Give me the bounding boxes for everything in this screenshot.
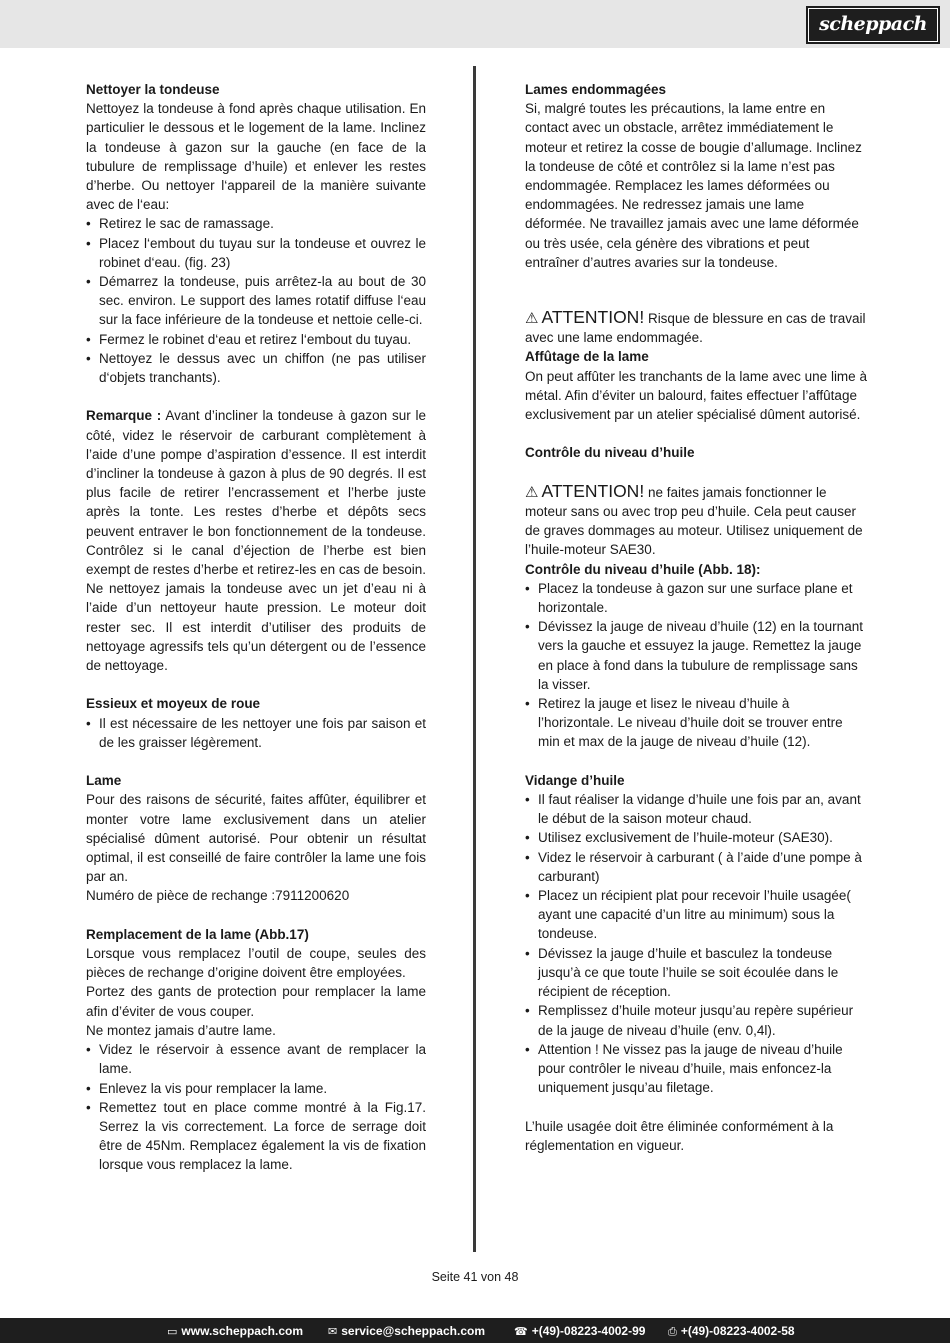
list-item: • Placez la tondeuse à gazon sur une surface plane et horizontale. bbox=[525, 579, 867, 617]
warning-icon: ⚠ bbox=[525, 483, 539, 501]
paragraph: Nettoyez la tondeuse à fond après chaque utilisation. En particulier le dessous et le logement de la lame. Inclinez la tondeuse à gazon sur la gauche (en face de la tubulure de remplissage d’huile) et enlever les restes d’herbe. Ou nettoyer l‘appareil de la manière suivante avec de l‘eau: bbox=[86, 101, 426, 213]
list-item: • Il est nécessaire de les nettoyer une fois par saison et de les graisser légèrement. bbox=[86, 714, 426, 752]
footer-website[interactable] bbox=[167, 1324, 303, 1338]
list-item: • Utilisez exclusivement de l’huile-moteur (SAE30). bbox=[525, 828, 867, 847]
phone-number: +(49)-08223-4002-99 bbox=[531, 1324, 646, 1338]
remark-text: Avant d’incliner la tondeuse à gazon sur le côté, videz le réservoir de carburant complètement à l’aide d’une pompe d’aspiration d’essence. Il est interdit d’incliner la tondeuse à gazon à plus de 90 degrés. Il est plus facile de retirer l’encrassement et l’herbe juste après la tonte. Les restes d’herbe et dépôts secs peuvent entraver le bon fonctionnement de la tondeuse. Contrôlez si le canal d’éjection de l’herbe est bien exempt de restes d’herbe et retirez-les en cas de besoin. Ne nettoyez jamais la tondeuse avec un jet d’eau ni à l’aide d’un nettoyeur haute pression. Le moteur doit rester sec. Il est interdit d’utiliser des produits de nettoyage agressifs tels qu’un détergent ou de l’essence de nettoyage. bbox=[86, 408, 426, 674]
warning-icon: ⚠ bbox=[525, 310, 539, 328]
footer-fax bbox=[668, 1324, 795, 1339]
paragraph: Pour des raisons de sécurité, faites affûter, équilibrer et monter votre lame exclusivement dans un atelier spécialisé dûment autorisé. Pour obtenir un résultat optimal, il est conseillé de faire contrôler la lame une fois par an. bbox=[86, 792, 426, 885]
bullet-list bbox=[86, 214, 426, 387]
section-cleaning bbox=[86, 80, 426, 387]
section-title: Nettoyer la tondeuse bbox=[86, 82, 220, 97]
bullet-list bbox=[525, 790, 867, 1097]
paragraph: Si, malgré toutes les précautions, la lame entre en contact avec un obstacle, arrêtez immédiatement le moteur et retirez la cosse de bougie d’allumage. Inclinez la tondeuse de côté et contrôlez si la lame n’est pas endommagée. Remplacez les lames déformées ou endommagées. Ne redressez jamais une lame déformée. Ne travaillez jamais avec une lame déformée ou très usée, cela génère des vibrations et peut entraîner d’autres avaries sur la tondeuse. bbox=[525, 101, 862, 270]
attention-text: ne faites jamais fonctionner le moteur sans ou avec trop peu d’huile. Cela peut causer de graves dommages au moteur. Utilisez uniquement de l’huile-moteur SAE30. bbox=[525, 484, 863, 558]
section-oil-check bbox=[525, 560, 867, 752]
bullet-list bbox=[86, 1040, 426, 1174]
fax-icon: ⎙ bbox=[668, 1326, 677, 1338]
section-title: Remplacement de la lame (Abb.17) bbox=[86, 926, 309, 942]
list-item: • Placez un récipient plat pour recevoir l’huile usagée( ayant une capacité d’un litre au minimum) sous la tondeuse. bbox=[525, 886, 867, 944]
list-item: • Nettoyez le dessus avec un chiffon (ne pas utiliser d‘objets tranchants). bbox=[86, 349, 426, 387]
footer-email[interactable] bbox=[328, 1324, 485, 1338]
section-title: Affûtage de la lame bbox=[525, 349, 649, 365]
list-item: • Fermez le robinet d‘eau et retirez l‘embout du tuyau. bbox=[86, 330, 426, 349]
list-item: • Il faut réaliser la vidange d’huile une fois par an, avant le début de la saison moteur chaud. bbox=[525, 790, 867, 828]
paragraph: On peut affûter les tranchants de la lame avec une lime à métal. Afin d’éviter un balourd, faites effectuer l’affûtage exclusivement par un atelier spécialisé dûment autorisé. bbox=[525, 368, 867, 423]
attention-notice bbox=[525, 482, 867, 560]
section-axles bbox=[86, 694, 426, 752]
attention-label: ATTENTION! bbox=[541, 480, 645, 501]
bullet-list bbox=[86, 714, 426, 752]
section-blade bbox=[86, 771, 426, 905]
footer-bar bbox=[0, 1318, 950, 1343]
closing-paragraph: L’huile usagée doit être éliminée conformément à la réglementation en vigueur. bbox=[525, 1118, 834, 1153]
section-oil-level bbox=[525, 443, 867, 462]
list-item: • Démarrez la tondeuse, puis arrêtez-la au bout de 30 sec. environ. Le support des lames rotatif diffuse l‘eau sur la face inférieure de la tondeuse et nettoie celle-ci. bbox=[86, 272, 426, 330]
paragraph: Portez des gants de protection pour remplacer la lame afin d’éviter de vous couper. bbox=[86, 984, 426, 1019]
section-oil-change bbox=[525, 771, 867, 1097]
section-title: Vidange d’huile bbox=[525, 772, 625, 788]
fax-number: +(49)-08223-4002-58 bbox=[680, 1324, 795, 1338]
paragraph: Ne montez jamais d’autre lame. bbox=[86, 1022, 276, 1038]
section-remark bbox=[86, 406, 426, 675]
section-title: Lame bbox=[86, 773, 122, 789]
left-column bbox=[86, 80, 426, 1194]
list-item: • Dévissez la jauge d’huile et basculez la tondeuse jusqu’à ce que toute l’huile se soit écoulée dans le récipient de réception. bbox=[525, 944, 867, 1002]
list-item: • Videz le réservoir à essence avant de remplacer la lame. bbox=[86, 1040, 426, 1078]
section-sharpening bbox=[525, 347, 867, 424]
section-blade-replacement bbox=[86, 925, 426, 1175]
email-link[interactable]: service@scheppach.com bbox=[341, 1324, 485, 1338]
right-column bbox=[525, 80, 867, 1155]
list-item: • Retirez la jauge et lisez le niveau d’huile à l’horizontale. Le niveau d’huile doit se trouver entre min et max de la jauge de niveau d’huile (12). bbox=[525, 694, 867, 752]
page-number: Seite 41 von 48 bbox=[431, 1270, 519, 1284]
attention-label: ATTENTION! bbox=[541, 307, 645, 328]
list-item: • Retirez le sac de ramassage. bbox=[86, 214, 426, 233]
list-item: • Remplissez d’huile moteur jusqu’au repère supérieur de la jauge de niveau d’huile (env. 0,4l). bbox=[525, 1001, 867, 1039]
section-title: Lames endommagées bbox=[525, 82, 667, 97]
remark-label: Remarque : bbox=[86, 408, 162, 424]
attention-notice bbox=[525, 308, 867, 347]
list-item: • Attention ! Ne vissez pas la jauge de niveau d’huile pour contrôler le niveau d’huile, mais enfoncez-la uniquement jusqu’au filetage. bbox=[525, 1040, 867, 1098]
scheppach-logo: scheppach bbox=[808, 8, 938, 42]
list-item: • Remettez tout en place comme montré à la Fig.17. Serrez la vis correctement. La force de serrage doit être de 45Nm. Remplacez également la vis de fixation lorsque vous remplacez la lame. bbox=[86, 1098, 426, 1175]
section-title: Contrôle du niveau d’huile (Abb. 18): bbox=[525, 561, 761, 577]
section-title: Essieux et moyeux de roue bbox=[86, 696, 261, 712]
attention-text: Risque de blessure en cas de travail avec une lame endommagée. bbox=[525, 311, 866, 346]
computer-icon: ▭ bbox=[167, 1326, 178, 1338]
section-damaged-blades bbox=[525, 80, 867, 272]
website-link[interactable]: www.scheppach.com bbox=[181, 1324, 303, 1338]
list-item: • Placez l‘embout du tuyau sur la tondeuse et ouvrez le robinet d‘eau. (fig. 23) bbox=[86, 234, 426, 272]
list-item: • Dévissez la jauge de niveau d’huile (12) en la tournant vers la gauche et essuyez la jauge. Remettez la jauge en place à fond dans la tubulure de remplissage sans la visser. bbox=[525, 617, 867, 694]
paragraph: Lorsque vous remplacez l’outil de coupe, seules des pièces de rechange d’origine doivent être employées. bbox=[86, 946, 426, 981]
section-title: Contrôle du niveau d’huile bbox=[525, 445, 695, 461]
mail-icon: ✉ bbox=[328, 1326, 338, 1338]
footer-phone bbox=[514, 1324, 645, 1338]
list-item: • Videz le réservoir à carburant ( à l’aide d’une pompe à carburant) bbox=[525, 848, 867, 886]
column-divider bbox=[473, 66, 476, 1252]
bullet-list bbox=[525, 579, 867, 752]
list-item: • Enlevez la vis pour remplacer la lame. bbox=[86, 1079, 426, 1098]
header-bar bbox=[0, 0, 950, 48]
part-number: Numéro de pièce de rechange :7911200620 bbox=[86, 888, 350, 904]
phone-icon: ☎ bbox=[514, 1326, 528, 1338]
